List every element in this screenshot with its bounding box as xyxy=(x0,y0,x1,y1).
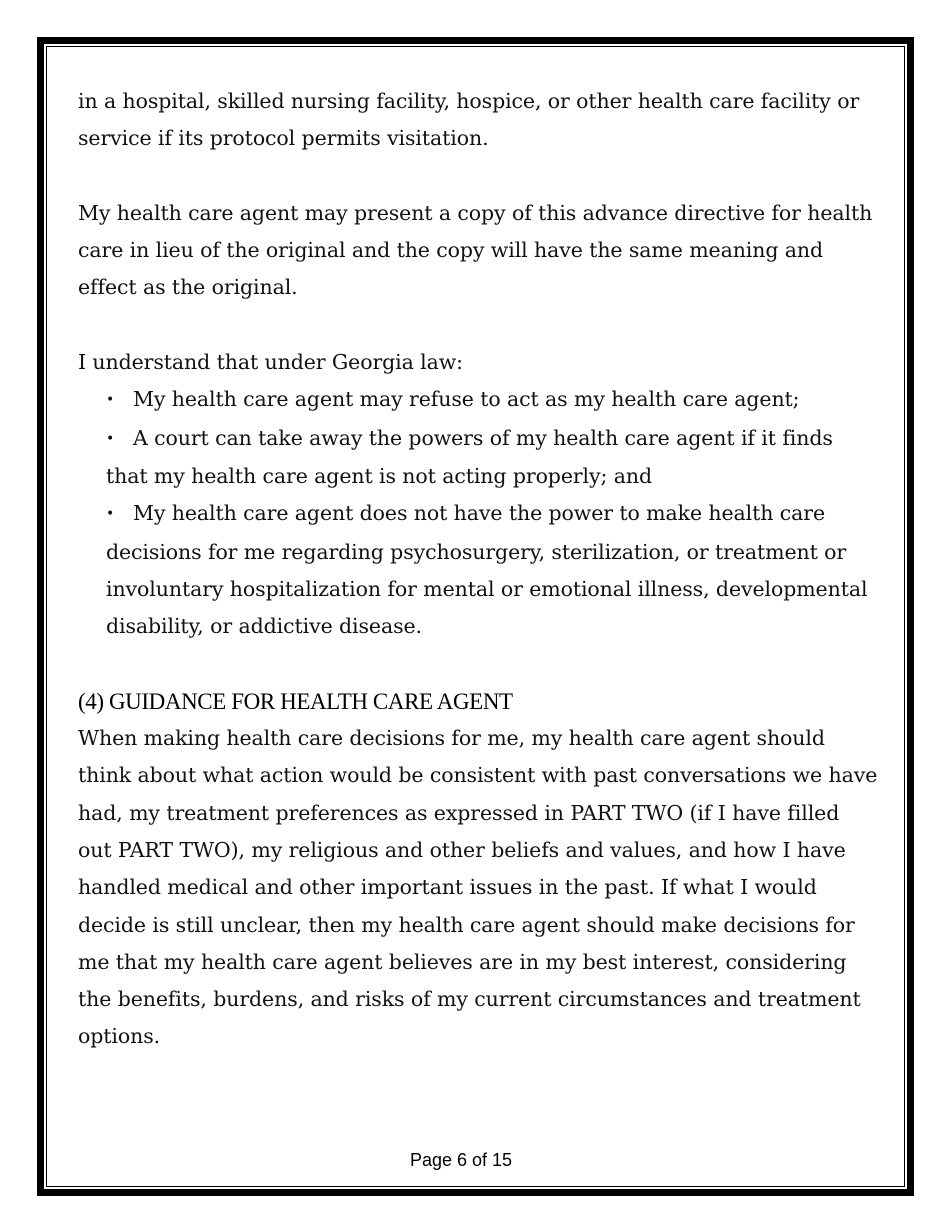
paragraph-visitation: in a hospital, skilled nursing facility, hospice, or other health care facility or service if its protocol permits visitation. xyxy=(78,89,860,151)
list-item-text: My health care agent does not have the power to make health care decisions for me regarding psychosurgery, sterilization, or treatment or involuntary hospitalization for mental or emotional illness, developmental disability, or addictive disease. xyxy=(106,501,868,639)
list-item-text: A court can take away the powers of my health care agent if it finds that my health care agent is not acting properly; and xyxy=(106,425,833,488)
paragraph-spacer xyxy=(78,645,878,682)
page-footer xyxy=(0,1150,950,1171)
bullet-icon: • xyxy=(106,430,115,447)
list-item xyxy=(106,381,878,419)
list-item-text: My health care agent may refuse to act as my health care agent; xyxy=(133,387,800,412)
paragraph-copy-validity: My health care agent may present a copy of this advance directive for health care in lieu of the original and the copy will have the same meaning and effect as the original. xyxy=(78,200,873,300)
page-number: Page 6 of 15 xyxy=(409,1150,513,1170)
bullet-icon: • xyxy=(106,506,115,523)
document-body xyxy=(78,83,878,1056)
paragraph-spacer xyxy=(78,158,878,195)
bullet-icon: • xyxy=(106,392,115,409)
list-item xyxy=(106,495,878,645)
paragraph-spacer xyxy=(78,307,878,344)
section-body: When making health care decisions for me, my health care agent should think about what action would be consistent with past conversations we have had, my treatment preferences as expressed in PART TWO (if I have filled out PART TWO), my religious and other beliefs and values, and how I have handled medical and other important issues in the past. If what I would decide is still unclear, then my health care agent should make decisions for me that my health care agent believes are in my best interest, considering the benefits, burdens, and risks of my current circumstances and treatment options. xyxy=(78,726,878,1049)
list-item xyxy=(106,420,878,496)
paragraph-georgia-law-intro: I understand that under Georgia law: xyxy=(78,350,463,375)
section-heading: (4) GUIDANCE FOR HEALTH CARE AGENT xyxy=(78,688,513,714)
georgia-law-bullet-list xyxy=(78,381,878,645)
